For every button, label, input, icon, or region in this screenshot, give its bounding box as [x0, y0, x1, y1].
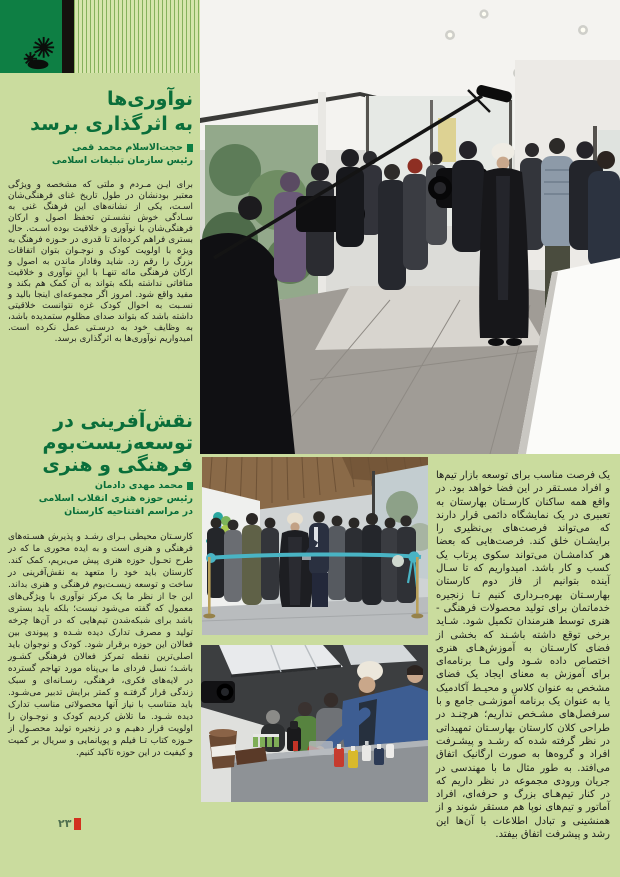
- photo-ribbon-cutting: [202, 457, 428, 635]
- article-1-body: برای ایـن مـردم و ملتی که مشخصه و ویژگی معتبر بودنشان در طول تاریخ غنای فرهنگی‌شان اسـت، یکی از نشانه‌های این فرهنگ غنی به سـادگی خوش نشسـتن تحفظ اصول و ارکان فرهنگی‌شان با نوآوری و خلاقیت بوده اسـت. حال بستری فراهم کرده‌اند تا قدری در حـوزه فرهنگ به ویژه با اولویت کودک و نوجـوان بتوان اتفاقات بزرگ را رقم زد. شاید وفادار ماندن به اصول و ارکان فرهنگی مائه تنهـا با این نوآوری و خلاقیت منافاتی نداشته بلکه بتواند به آن کمک هم بکند و مفید واقع شود. امروز اگر مجموعه‌ای اینجا بالید و نسـبت به احوال کودک غزه نتوانست خلاقیتی داشته باشد که بتواند صدای مظلوم ستمدیده باشد، به وظایف خود به درسـتی عمل نکرده است. امیدواریم نوآوری‌ها به اثرگذاری برسد.: [8, 179, 193, 344]
- page-number-value: ۲۳: [58, 817, 72, 830]
- article-2-author: محمد مهدی دادمان: [94, 480, 183, 491]
- page-number: [58, 817, 81, 830]
- article-2-body: کارسـتان محیطی بـرای رشـد و پذیرش هسـته‌های فرهنگی و هنری است و به ایده محوری ما که در طرح تحـول حوزه هنری پیش می‌بریم، کمک کند. کارستان باید خود را متعهد به نقش‌آفرینی در ساخت و توسعه زیسـت‌بوم فرهنگی و هنری بداند. این جا از نظر ما یک مرکز نوآوری با ویژگی‌های معمول که گفته می‌شود نیست؛ بلکه باید بستری باشد برای شبکه‌شدن تیم‌هایی که در آن‌ها چرخه تولید و مصرف تدارک دیده شـده و پیوندی بین فعالان این حوزه برقرار شود. کودک و نوجوان باید اصلی‌ترین نقطه تمرکز فعالان فرهنگی کشـور باشـد؛ نسل فردای ما بی‌پناه مورد تهاجم گسترده در لایه‌های فکری، فرهنگی، رسـانه‌ای و سبک زندگی قرار گرفتـه و کمتر برایش تدبیر می‌شـود. باید متناسب با نیاز آنها محصولاتی مناسب تدارک دیده شـود. ما تلاش کردیم کودک و نوجـوان را اولویت قرار دهیـم و در زنجیره تولید محصـول از حـوزه کتاب تـا فیلم و پویانمایی و سریال بر کمیت و کیفیت در این حوزه تاکید کنیم.: [8, 531, 193, 758]
- article-1-title-line-2: به اثرگذاری برسد: [30, 113, 193, 135]
- article-1-author-row: [8, 142, 193, 153]
- page-number-marker: [74, 818, 81, 830]
- article-1-title: [8, 87, 193, 137]
- right-column-body: یک فرصت مناسب برای توسعه بازار تیم‌ها و افراد مسـتقر در این فضا خواهد بود. در واقع همه ساکنان کارسـتان بهارستان به تعبیری در یک نمایشگاه دائمی قرار دارند که می‌تواند فرصت‌های بی‌نظیری را برایشـان خلق کند. فرصت‌هایی که بعضا هر کدامشـان می‌تواند سکوی پرتاب یک کسب و کار باشد. امیدواریم که تا سـال آینده بتوانیم از فاز دوم کارستان بهارسـتان بهره‌بـرداری کنیم تـا زنجیره خدماتمان برای تولید محصولات فرهنگی - هنری توسط هنرمندان تکمیل شود. شـاید برخی توقع داشته باشـند که بخشی از فضای کارسـتان به آموزش‌هـای هنری اختصاص داده شـود ولی مـا برنامه‌ای برای آموزش به معنای ایجاد یک فضای مشخص به عنوان کلاس و محیـط آکادمیک یا به عنوان یک برنامه آموزشـی جامع و با سرفصل‌های مشـخص نداریم؛ هرچنـد در طراحی کلان کارستان بهارسـتان تمهیداتی در نظر گرفته شده که رشـد و پیشـرفت افراد و گروه‌ها به صورت ارگانیک اتفاق می‌افتد. به طور مثال ما با مهندسی در جریان ورودی مجموعه در نظر داریم که در کنار تیم‌هـای بزرگ و حرفه‌ای، افراد آماتور و تیم‌های نوپا هم مستقر شوند و از همنشینی و تبادل اطلاعات با آن‌ها این رشد و پیشرفت اتفاق بیفتد.: [436, 470, 610, 841]
- masthead-logo-block: [0, 0, 62, 73]
- article-1-role: رئیس سازمان تبلیغات اسلامی: [51, 155, 193, 166]
- photo-exhibit-table: [201, 645, 428, 802]
- article-2-title-line-3: فرهنگی و هنری: [42, 454, 193, 476]
- article-1-title-line-1: نوآوری‌ها: [106, 88, 193, 110]
- article-2-role: رئیس حوزه هنری انقلاب اسلامی در مراسم افتتاحیه کارستان: [38, 493, 193, 517]
- masthead-stripe-pattern: [74, 0, 200, 73]
- floral-emblem-icon: [18, 36, 58, 72]
- article-2-title: [8, 410, 193, 476]
- cleric-figure: [479, 143, 529, 346]
- photo-press-event: [200, 0, 620, 454]
- article-2-title-line-1: نقش‌آفرینی در: [53, 410, 193, 432]
- article-2-title-line-2: توسعه‌زیست‌بوم: [42, 432, 193, 454]
- author-bullet-icon: [187, 482, 193, 490]
- masthead-black-bar: [62, 0, 74, 73]
- author-bullet-icon: [187, 144, 193, 152]
- article-1-author: حجت‌الاسلام محمد قمی: [72, 142, 183, 153]
- article-2-author-row: [8, 480, 193, 491]
- flower-bouquet: [392, 555, 404, 567]
- paper-cup: [209, 729, 237, 769]
- camera-lens: [201, 681, 235, 703]
